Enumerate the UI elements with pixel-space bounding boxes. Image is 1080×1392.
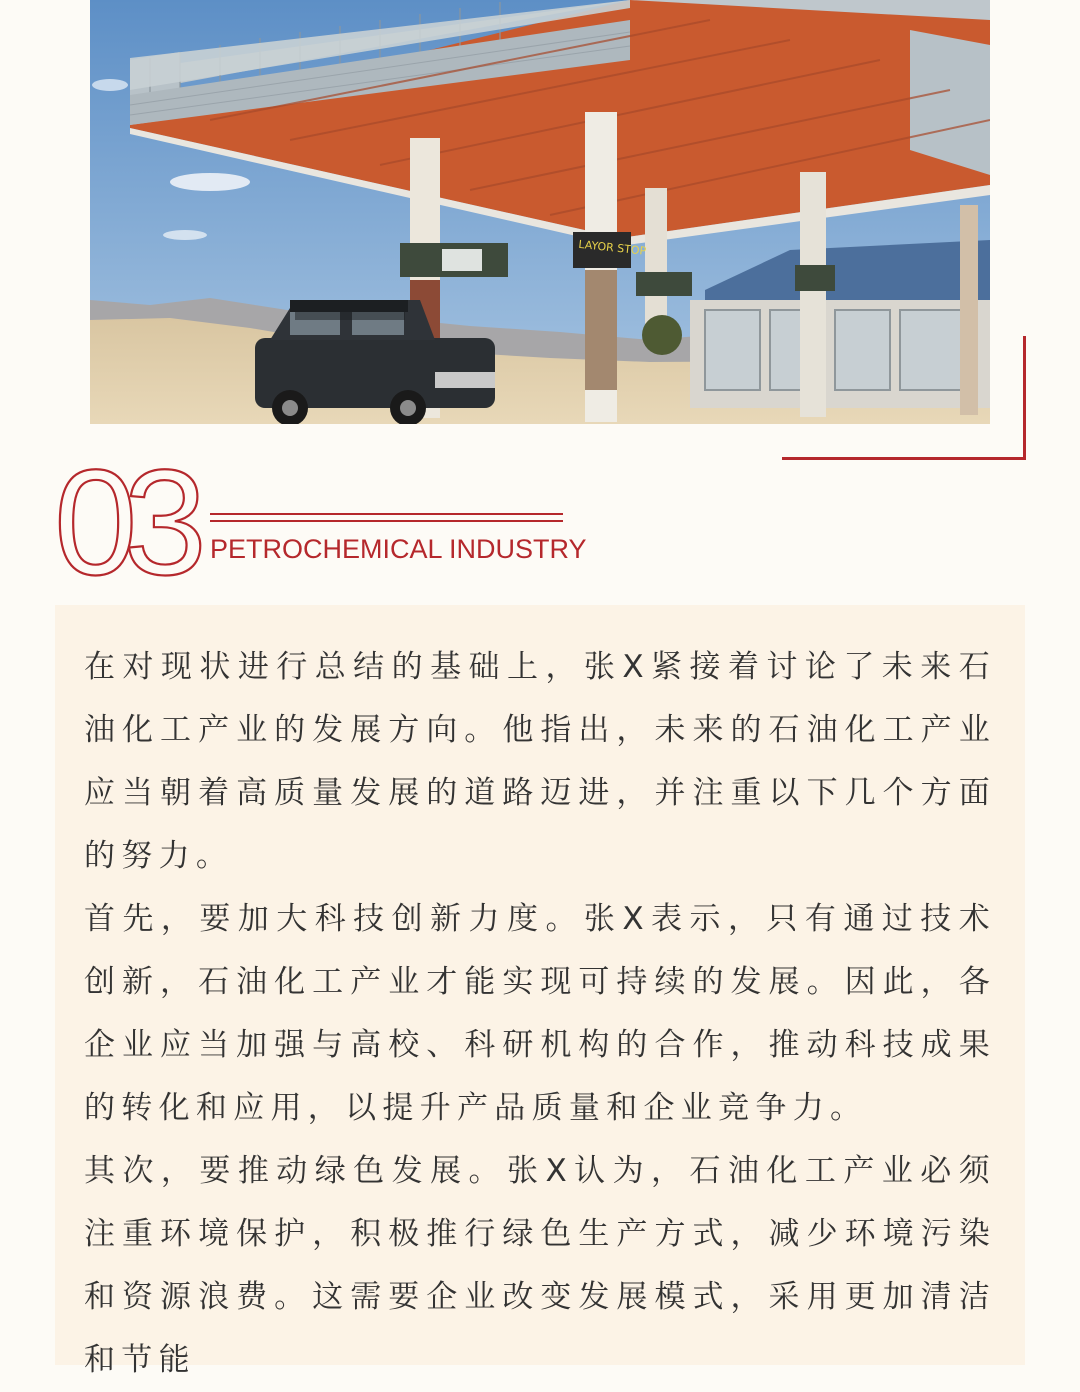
frame-corner-vertical — [1023, 336, 1026, 460]
article-paragraph: 首先，要加大科技创新力度。张X表示，只有通过技术创新，石油化工产业才能实现可持续的发展。因此，各企业应当加强与高校、科研机构的合作，推动科技成果的转化和应用，以提升产品质量和企业竞争力。 — [84, 901, 996, 1126]
heading-rule-top — [210, 513, 563, 515]
section-number-text: 03 — [54, 440, 193, 590]
frame-corner-horizontal — [782, 457, 1026, 460]
heading-rule-bottom — [210, 520, 563, 522]
section-number — [52, 440, 222, 590]
article-paragraph: 在对现状进行总结的基础上，张X紧接着讨论了未来石油化工产业的发展方向。他指出，未来的石油化工产业应当朝着高质量发展的道路迈进，并注重以下几个方面的努力。 — [84, 649, 996, 874]
article-paragraph: 其次，要推动绿色发展。张X认为，石油化工产业必须注重环境保护，积极推行绿色生产方式，减少环境污染和资源浪费。这需要企业改变发展模式，采用更加清洁和节能 — [84, 1153, 996, 1378]
article-body — [84, 636, 996, 1392]
gas-station-photo — [90, 0, 990, 424]
sign-text: LAYOR STOP — [577, 237, 647, 258]
section-subtitle: PETROCHEMICAL INDUSTRY — [210, 534, 587, 564]
